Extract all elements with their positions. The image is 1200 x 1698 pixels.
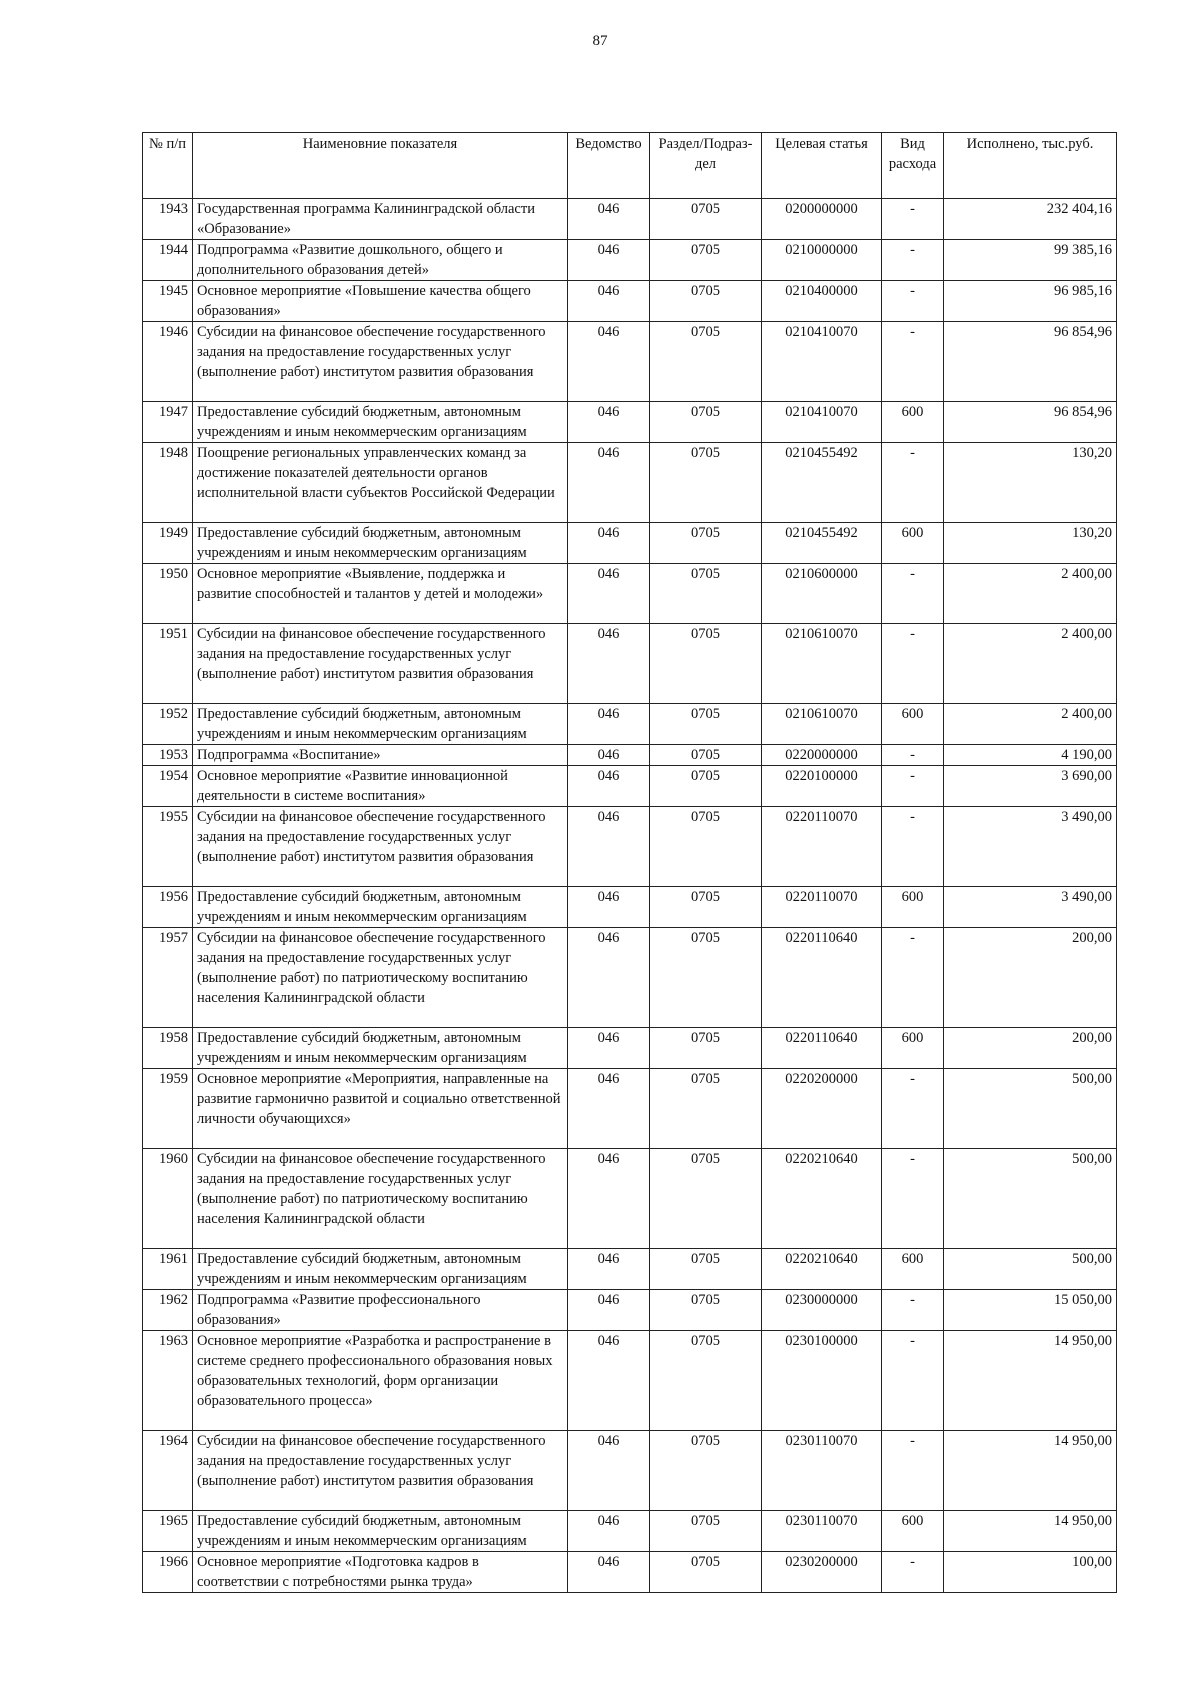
row-number: 1946 <box>143 322 193 402</box>
row-indicator-name: Подпрограмма «Развитие профессионального образования» <box>193 1290 568 1331</box>
row-indicator-name: Поощрение региональных управленческих команд за достижение показателей деятельности органов исполнительной власти субъектов Российской Федерации <box>193 443 568 523</box>
row-executed-amount: 14 950,00 <box>944 1431 1117 1511</box>
row-target-article: 0210610070 <box>762 704 882 745</box>
table-row <box>143 704 1117 745</box>
row-executed-amount: 2 400,00 <box>944 704 1117 745</box>
table-row <box>143 624 1117 704</box>
row-expense-kind: - <box>882 199 944 240</box>
row-expense-kind: 600 <box>882 402 944 443</box>
row-section: 0705 <box>650 402 762 443</box>
header-target-article: Целевая статья <box>762 133 882 199</box>
row-target-article: 0220200000 <box>762 1069 882 1149</box>
row-section: 0705 <box>650 1431 762 1511</box>
row-indicator-name: Предоставление субсидий бюджетным, автономным учреждениям и иным некоммерческим организациям <box>193 1249 568 1290</box>
row-target-article: 0230110070 <box>762 1511 882 1552</box>
row-number: 1965 <box>143 1511 193 1552</box>
row-expense-kind: - <box>882 928 944 1028</box>
table-row <box>143 281 1117 322</box>
row-expense-kind: - <box>882 322 944 402</box>
row-section: 0705 <box>650 807 762 887</box>
row-section: 0705 <box>650 1069 762 1149</box>
row-target-article: 0210410070 <box>762 322 882 402</box>
row-section: 0705 <box>650 443 762 523</box>
table-row <box>143 1331 1117 1431</box>
row-section: 0705 <box>650 1290 762 1331</box>
row-section: 0705 <box>650 1331 762 1431</box>
table-row <box>143 1511 1117 1552</box>
row-expense-kind: - <box>882 1552 944 1593</box>
row-department: 046 <box>568 402 650 443</box>
row-target-article: 0220110640 <box>762 928 882 1028</box>
row-department: 046 <box>568 1069 650 1149</box>
row-executed-amount: 200,00 <box>944 928 1117 1028</box>
row-number: 1956 <box>143 887 193 928</box>
row-indicator-name: Основное мероприятие «Мероприятия, направленные на развитие гармонично развитой и социально ответственной личности обучающихся» <box>193 1069 568 1149</box>
row-department: 046 <box>568 704 650 745</box>
row-number: 1959 <box>143 1069 193 1149</box>
row-expense-kind: - <box>882 766 944 807</box>
row-expense-kind: - <box>882 624 944 704</box>
row-department: 046 <box>568 240 650 281</box>
row-section: 0705 <box>650 766 762 807</box>
table-row <box>143 199 1117 240</box>
row-number: 1966 <box>143 1552 193 1593</box>
row-expense-kind: - <box>882 1149 944 1249</box>
row-indicator-name: Подпрограмма «Воспитание» <box>193 745 568 766</box>
row-executed-amount: 2 400,00 <box>944 624 1117 704</box>
table-row <box>143 402 1117 443</box>
row-target-article: 0230100000 <box>762 1331 882 1431</box>
row-expense-kind: - <box>882 1431 944 1511</box>
row-number: 1948 <box>143 443 193 523</box>
row-expense-kind: - <box>882 807 944 887</box>
row-indicator-name: Предоставление субсидий бюджетным, автономным учреждениям и иным некоммерческим организациям <box>193 887 568 928</box>
row-number: 1955 <box>143 807 193 887</box>
header-executed: Исполнено, тыс.руб. <box>944 133 1117 199</box>
row-executed-amount: 3 690,00 <box>944 766 1117 807</box>
row-executed-amount: 200,00 <box>944 1028 1117 1069</box>
row-target-article: 0210000000 <box>762 240 882 281</box>
row-target-article: 0230000000 <box>762 1290 882 1331</box>
row-department: 046 <box>568 928 650 1028</box>
row-expense-kind: - <box>882 1290 944 1331</box>
row-target-article: 0230110070 <box>762 1431 882 1511</box>
row-executed-amount: 3 490,00 <box>944 887 1117 928</box>
row-number: 1943 <box>143 199 193 240</box>
row-department: 046 <box>568 281 650 322</box>
table-row <box>143 766 1117 807</box>
row-target-article: 0220110070 <box>762 807 882 887</box>
row-executed-amount: 14 950,00 <box>944 1331 1117 1431</box>
row-department: 046 <box>568 1149 650 1249</box>
row-section: 0705 <box>650 1552 762 1593</box>
row-expense-kind: 600 <box>882 1511 944 1552</box>
row-expense-kind: - <box>882 1331 944 1431</box>
row-target-article: 0220000000 <box>762 745 882 766</box>
row-department: 046 <box>568 766 650 807</box>
row-department: 046 <box>568 199 650 240</box>
row-indicator-name: Субсидии на финансовое обеспечение государственного задания на предоставление государственных услуг (выполнение работ) институтом развития образования <box>193 807 568 887</box>
table-row <box>143 807 1117 887</box>
row-executed-amount: 100,00 <box>944 1552 1117 1593</box>
table-row <box>143 240 1117 281</box>
table-row <box>143 745 1117 766</box>
row-number: 1951 <box>143 624 193 704</box>
row-number: 1961 <box>143 1249 193 1290</box>
table-row <box>143 1149 1117 1249</box>
row-indicator-name: Подпрограмма «Развитие дошкольного, общего и дополнительного образования детей» <box>193 240 568 281</box>
row-section: 0705 <box>650 1149 762 1249</box>
table-row <box>143 887 1117 928</box>
table-row <box>143 1069 1117 1149</box>
row-indicator-name: Предоставление субсидий бюджетным, автономным учреждениям и иным некоммерческим организациям <box>193 523 568 564</box>
row-expense-kind: - <box>882 443 944 523</box>
row-indicator-name: Основное мероприятие «Выявление, поддержка и развитие способностей и талантов у детей и молодежи» <box>193 564 568 624</box>
row-department: 046 <box>568 807 650 887</box>
row-expense-kind: 600 <box>882 523 944 564</box>
row-target-article: 0220110640 <box>762 1028 882 1069</box>
row-expense-kind: - <box>882 745 944 766</box>
row-expense-kind: - <box>882 564 944 624</box>
row-number: 1962 <box>143 1290 193 1331</box>
row-indicator-name: Предоставление субсидий бюджетным, автономным учреждениям и иным некоммерческим организациям <box>193 402 568 443</box>
header-number: № п/п <box>143 133 193 199</box>
row-section: 0705 <box>650 745 762 766</box>
row-target-article: 0220210640 <box>762 1249 882 1290</box>
row-section: 0705 <box>650 322 762 402</box>
row-number: 1960 <box>143 1149 193 1249</box>
header-expense-kind: Вид расхода <box>882 133 944 199</box>
table-row <box>143 523 1117 564</box>
row-section: 0705 <box>650 199 762 240</box>
row-executed-amount: 130,20 <box>944 523 1117 564</box>
row-target-article: 0220110070 <box>762 887 882 928</box>
table-row <box>143 1290 1117 1331</box>
page-number: 87 <box>592 33 608 49</box>
row-section: 0705 <box>650 928 762 1028</box>
row-number: 1949 <box>143 523 193 564</box>
row-indicator-name: Субсидии на финансовое обеспечение государственного задания на предоставление государственных услуг (выполнение работ) по патриотическому воспитанию населения Калининградской области <box>193 1149 568 1249</box>
row-executed-amount: 500,00 <box>944 1249 1117 1290</box>
row-target-article: 0220100000 <box>762 766 882 807</box>
row-section: 0705 <box>650 624 762 704</box>
row-executed-amount: 14 950,00 <box>944 1511 1117 1552</box>
row-section: 0705 <box>650 523 762 564</box>
row-target-article: 0210400000 <box>762 281 882 322</box>
row-target-article: 0210600000 <box>762 564 882 624</box>
row-section: 0705 <box>650 281 762 322</box>
row-section: 0705 <box>650 704 762 745</box>
row-executed-amount: 130,20 <box>944 443 1117 523</box>
budget-table <box>142 132 1117 1593</box>
row-executed-amount: 3 490,00 <box>944 807 1117 887</box>
table-row <box>143 928 1117 1028</box>
row-number: 1945 <box>143 281 193 322</box>
row-executed-amount: 99 385,16 <box>944 240 1117 281</box>
row-expense-kind: 600 <box>882 704 944 745</box>
row-section: 0705 <box>650 887 762 928</box>
row-number: 1950 <box>143 564 193 624</box>
row-expense-kind: - <box>882 1069 944 1149</box>
row-indicator-name: Субсидии на финансовое обеспечение государственного задания на предоставление государственных услуг (выполнение работ) институтом развития образования <box>193 624 568 704</box>
row-section: 0705 <box>650 240 762 281</box>
row-indicator-name: Предоставление субсидий бюджетным, автономным учреждениям и иным некоммерческим организациям <box>193 704 568 745</box>
row-section: 0705 <box>650 1511 762 1552</box>
row-department: 046 <box>568 1249 650 1290</box>
row-indicator-name: Предоставление субсидий бюджетным, автономным учреждениям и иным некоммерческим организациям <box>193 1511 568 1552</box>
row-number: 1954 <box>143 766 193 807</box>
row-number: 1957 <box>143 928 193 1028</box>
row-target-article: 0210455492 <box>762 523 882 564</box>
row-section: 0705 <box>650 1028 762 1069</box>
header-section: Раздел/Подраз-дел <box>650 133 762 199</box>
row-executed-amount: 96 854,96 <box>944 402 1117 443</box>
row-department: 046 <box>568 1511 650 1552</box>
row-department: 046 <box>568 624 650 704</box>
row-indicator-name: Субсидии на финансовое обеспечение государственного задания на предоставление государственных услуг (выполнение работ) институтом развития образования <box>193 1431 568 1511</box>
row-number: 1944 <box>143 240 193 281</box>
row-target-article: 0230200000 <box>762 1552 882 1593</box>
row-executed-amount: 500,00 <box>944 1069 1117 1149</box>
row-number: 1964 <box>143 1431 193 1511</box>
row-expense-kind: 600 <box>882 1249 944 1290</box>
row-department: 046 <box>568 1290 650 1331</box>
row-number: 1952 <box>143 704 193 745</box>
row-expense-kind: 600 <box>882 887 944 928</box>
row-indicator-name: Основное мероприятие «Подготовка кадров в соответствии с потребностями рынка труда» <box>193 1552 568 1593</box>
row-executed-amount: 500,00 <box>944 1149 1117 1249</box>
row-executed-amount: 2 400,00 <box>944 564 1117 624</box>
table-header-row <box>143 133 1117 199</box>
row-target-article: 0220210640 <box>762 1149 882 1249</box>
row-section: 0705 <box>650 1249 762 1290</box>
row-executed-amount: 232 404,16 <box>944 199 1117 240</box>
table-row <box>143 1552 1117 1593</box>
table-row <box>143 322 1117 402</box>
row-number: 1953 <box>143 745 193 766</box>
row-department: 046 <box>568 523 650 564</box>
row-indicator-name: Основное мероприятие «Разработка и распространение в системе среднего профессионального образования новых образовательных технологий, форм организации образовательного процесса» <box>193 1331 568 1431</box>
row-number: 1958 <box>143 1028 193 1069</box>
table-row <box>143 443 1117 523</box>
row-indicator-name: Государственная программа Калининградской области «Образование» <box>193 199 568 240</box>
row-expense-kind: - <box>882 240 944 281</box>
row-department: 046 <box>568 745 650 766</box>
row-executed-amount: 96 985,16 <box>944 281 1117 322</box>
row-executed-amount: 4 190,00 <box>944 745 1117 766</box>
row-section: 0705 <box>650 564 762 624</box>
row-target-article: 0200000000 <box>762 199 882 240</box>
table-body <box>143 199 1117 1593</box>
row-indicator-name: Субсидии на финансовое обеспечение государственного задания на предоставление государственных услуг (выполнение работ) по патриотическому воспитанию населения Калининградской области <box>193 928 568 1028</box>
table-row <box>143 1249 1117 1290</box>
header-indicator-name: Наименовние показателя <box>193 133 568 199</box>
row-department: 046 <box>568 564 650 624</box>
row-indicator-name: Субсидии на финансовое обеспечение государственного задания на предоставление государственных услуг (выполнение работ) институтом развития образования <box>193 322 568 402</box>
table-row <box>143 1028 1117 1069</box>
row-executed-amount: 15 050,00 <box>944 1290 1117 1331</box>
row-target-article: 0210410070 <box>762 402 882 443</box>
table-row <box>143 1431 1117 1511</box>
row-executed-amount: 96 854,96 <box>944 322 1117 402</box>
row-department: 046 <box>568 887 650 928</box>
row-indicator-name: Предоставление субсидий бюджетным, автономным учреждениям и иным некоммерческим организациям <box>193 1028 568 1069</box>
row-department: 046 <box>568 1552 650 1593</box>
row-target-article: 0210610070 <box>762 624 882 704</box>
row-number: 1947 <box>143 402 193 443</box>
row-department: 046 <box>568 322 650 402</box>
header-department: Ведомство <box>568 133 650 199</box>
row-expense-kind: - <box>882 281 944 322</box>
row-number: 1963 <box>143 1331 193 1431</box>
row-department: 046 <box>568 443 650 523</box>
row-expense-kind: 600 <box>882 1028 944 1069</box>
table-row <box>143 564 1117 624</box>
row-department: 046 <box>568 1431 650 1511</box>
row-indicator-name: Основное мероприятие «Развитие инновационной деятельности в системе воспитания» <box>193 766 568 807</box>
row-indicator-name: Основное мероприятие «Повышение качества общего образования» <box>193 281 568 322</box>
row-department: 046 <box>568 1028 650 1069</box>
row-department: 046 <box>568 1331 650 1431</box>
row-target-article: 0210455492 <box>762 443 882 523</box>
